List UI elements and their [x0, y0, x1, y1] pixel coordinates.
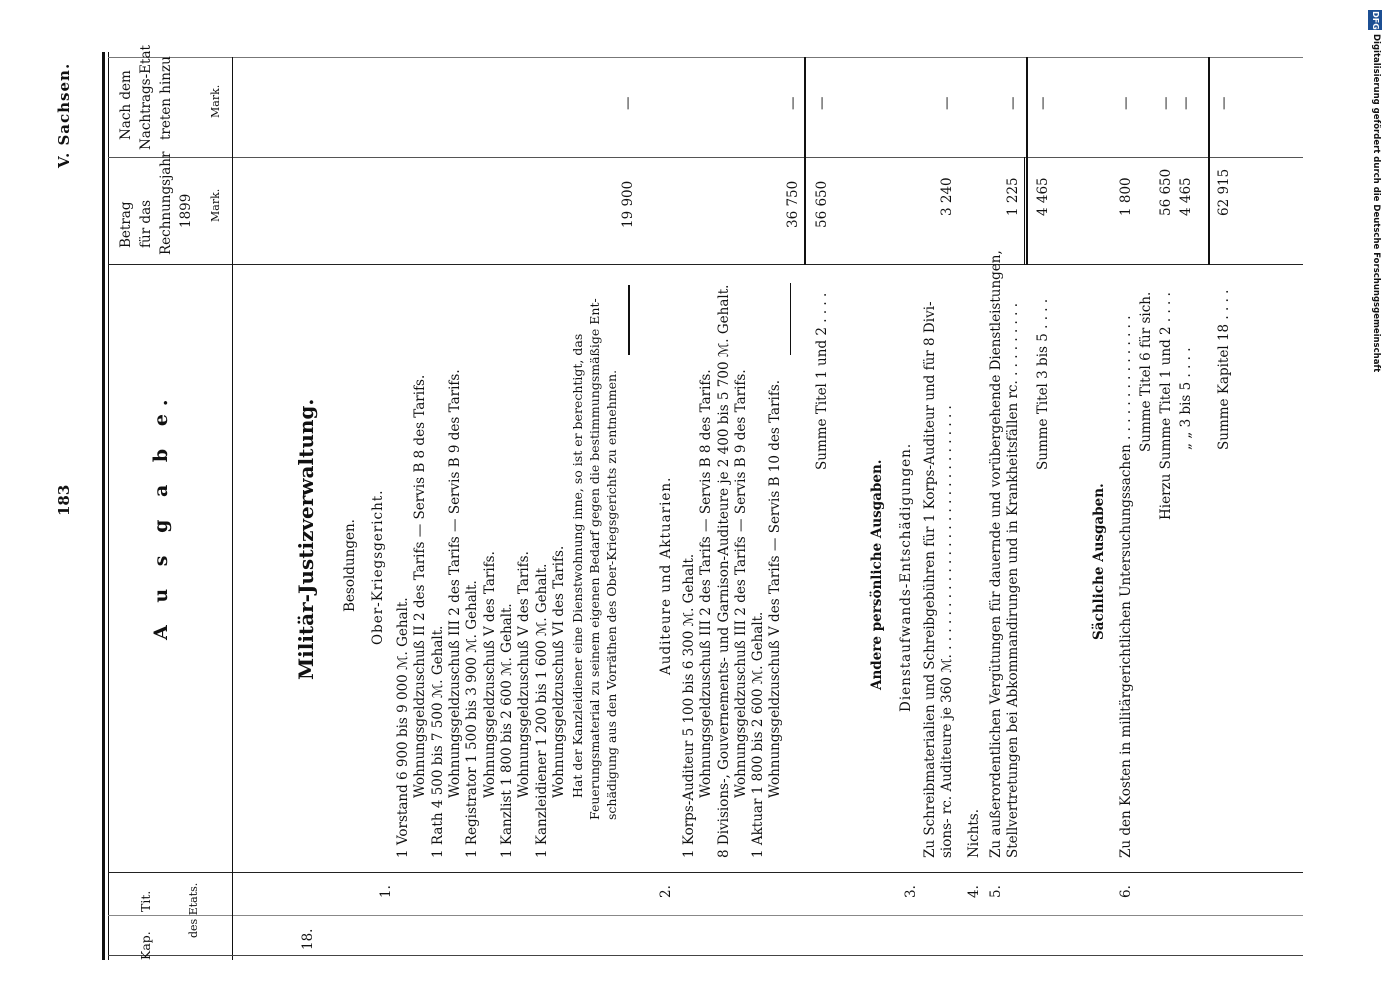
hierzu-summe-3-5-amount: 4 465 [1178, 177, 1194, 216]
header-betrag-mark: Mark. [209, 188, 222, 222]
t1-nach-dash: — [620, 96, 636, 110]
t3-line2: sions- rc. Auditeure je 360 ℳ. . . . . . . . . . . . . . . . . . . . . . . . . . . . . . [939, 405, 955, 858]
header-betrag-3: Rechnungsjahr [158, 151, 174, 255]
t5-line1: Zu außerordentlichen Vergütungen für dauernde und vorübergehende Dienstleistungen, [988, 250, 1004, 858]
footer-text: Digitalisierung gefördert durch die Deutsche Forschungsgemeinschaft [1371, 34, 1381, 373]
dfg-logo-label: DFG [1370, 10, 1380, 30]
t1-registrator-wohnung: Wohnungsgeldzuschuß V des Tarifs. [482, 551, 498, 798]
heading-saechliche: Sächliche Ausgaben. [1091, 483, 1107, 640]
t6-amount: 1 800 [1118, 177, 1134, 216]
header-betrag-4: 1899 [178, 193, 194, 228]
t1-amount: 19 900 [620, 180, 636, 228]
t1-registrator: 1 Registrator 1 500 bis 3 900 ℳ. Gehalt. [464, 580, 480, 858]
t5-line2: Stellvertretungen bei Abkommandirungen und in Krankheitsfällen rc. . . . . . . . . . [1005, 302, 1021, 858]
titel-3: 3. [903, 885, 919, 898]
header-kap: Kap. [138, 931, 153, 960]
rule-sum-3-5 [1026, 57, 1028, 265]
hierzu-summe-3-5: „ „ 3 bis 5 . . . . [1178, 347, 1194, 450]
dfg-logo [1368, 10, 1382, 30]
section-title: Militär-Justizverwaltung. [294, 398, 318, 680]
header-nach-mark: Mark. [209, 84, 222, 118]
t3-nach-dash: — [939, 96, 955, 110]
rule-left-outer [102, 52, 105, 960]
summe-kap-nach-dash: — [1216, 96, 1232, 110]
summe-titel-3-5-amount: 4 465 [1035, 177, 1051, 216]
t1-kanzleidiener-wohnung: Wohnungsgeldzuschuß VI des Tarifs. [551, 545, 567, 798]
rule-under-t1 [628, 285, 630, 355]
rule-nach-right [108, 57, 1303, 58]
t2-nach-dash: — [785, 96, 801, 110]
t2-division-wohnung: Wohnungsgeldzuschuß III 2 des Tarifs — Servis B 9 des Tarifs. [733, 369, 749, 798]
summe-titel-3-5: Summe Titel 3 bis 5 . . . . [1035, 298, 1051, 470]
rule-left-inner [108, 52, 109, 960]
t1-note-2: Feuerungsmaterial zu seinem eigenen Bedarf gegen die bestimmungsmäßige Ent- [587, 298, 602, 820]
page-number: 183 [55, 484, 73, 516]
rule-sum-1-2 [804, 57, 806, 157]
t2-amount: 36 750 [785, 180, 801, 228]
t3-amount: 3 240 [939, 177, 955, 216]
header-tit: Tit. [138, 890, 153, 912]
rule-amount-nach [108, 157, 1303, 158]
kap-number: 18. [300, 928, 316, 950]
rule-col-titles [108, 872, 1303, 873]
heading-andere: Andere persönliche Ausgaben. [869, 459, 885, 690]
titel-4: 4. [966, 885, 982, 898]
header-nach-1: Nach dem [118, 70, 134, 140]
rule-sum-kap [1208, 57, 1210, 265]
hierzu-summe-1-2: Hierzu Summe Titel 1 und 2 . . . . [1158, 292, 1174, 520]
t5-nach-dash: — [1005, 96, 1021, 110]
summe-titel-6: Summe Titel 6 für sich. [1138, 291, 1154, 452]
hierzu-summe-1-2-amount: 56 650 [1158, 168, 1174, 216]
t2-division: 8 Divisions-, Gouvernements- und Garnison-Auditeure je 2 400 bis 5 700 ℳ. Gehalt. [716, 284, 732, 858]
t2-aktuar: 1 Aktuar 1 800 bis 2 600 ℳ. Gehalt. [750, 611, 766, 858]
heading-besoldungen: Besoldungen. [342, 519, 358, 612]
t5-amount: 1 225 [1005, 177, 1021, 216]
t1-vorstand-wohnung: Wohnungsgeldzuschuß II 2 des Tarifs — Servis B 8 des Tarifs. [412, 374, 428, 798]
t2-korps: 1 Korps-Auditeur 5 100 bis 6 300 ℳ. Gehalt. [681, 553, 697, 858]
t1-note-1: Hat der Kanzleidiener eine Dienstwohnung inne, so ist er berechtigt, das [570, 333, 585, 798]
rule-under-t2 [790, 283, 791, 355]
heading-dienstaufwand: Dienstaufwands-Entschädigungen. [898, 442, 914, 712]
t1-rath-wohnung: Wohnungsgeldzuschuß III 2 des Tarifs — Servis B 9 des Tarifs. [447, 369, 463, 798]
t2-korps-wohnung: Wohnungsgeldzuschuß III 2 des Tarifs — Servis B 8 des Tarifs. [698, 369, 714, 798]
rule-kap-tit [108, 915, 1303, 916]
rule-under-t5 [1024, 157, 1025, 265]
t1-kanzlist-wohnung: Wohnungsgeldzuschuß V des Tarifs. [516, 551, 532, 798]
summe-kapitel-18-amount: 62 915 [1216, 168, 1232, 216]
section-heading: A u s g a b e. [150, 391, 172, 640]
hierzu-1-2-nach-dash: — [1158, 96, 1174, 110]
t1-note-3: schädigung aus den Vorräthen des Ober-Kriegsgerichts zu entnehmen. [604, 369, 619, 820]
summe-1-2-nach-dash: — [814, 96, 830, 110]
titel-2: 2. [658, 885, 674, 898]
rule-sum-1-2b [804, 157, 806, 265]
titel-5: 5. [988, 885, 1004, 898]
t3-line1: Zu Schreibmaterialien und Schreibgebühren für 1 Korps-Auditeur und für 8 Divi- [922, 301, 938, 858]
t1-vorstand: 1 Vorstand 6 900 bis 9 000 ℳ. Gehalt. [395, 597, 411, 858]
rule-bottom [108, 955, 1303, 956]
t2-aktuar-wohnung: Wohnungsgeldzuschuß V des Tarifs — Servis B 10 des Tarifs. [767, 379, 783, 798]
hierzu-3-5-nach-dash: — [1178, 96, 1194, 110]
titel-1: 1. [378, 885, 394, 898]
summe-kapitel-18: Summe Kapitel 18 . . . . [1216, 289, 1232, 450]
t6-text: Zu den Kosten in militärgerichtlichen Untersuchungssachen . . . . . . . . . . . . . . . [1118, 315, 1134, 858]
header-nach-2: Nachtrags-Etat [138, 45, 154, 150]
summe-3-5-nach-dash: — [1035, 96, 1051, 110]
header-nach-3: treten hinzu [158, 56, 174, 140]
t1-kanzleidiener: 1 Kanzleidiener 1 200 bis 1 600 ℳ. Gehalt. [534, 563, 550, 858]
titel-6: 6. [1118, 885, 1134, 898]
heading-ober-kriegsgericht: Ober-Kriegsgericht. [370, 489, 386, 645]
t4-text: Nichts. [966, 808, 982, 858]
rule-header [232, 57, 233, 960]
t6-nach-dash: — [1118, 96, 1134, 110]
state-title: V. Sachsen. [55, 62, 73, 168]
header-des-etats: des Etats. [187, 882, 200, 938]
heading-auditeure: Auditeure und Aktuarien. [658, 476, 674, 675]
t1-kanzlist: 1 Kanzlist 1 800 bis 2 600 ℳ. Gehalt. [499, 603, 515, 858]
header-betrag-2: für das [138, 199, 154, 248]
header-betrag-1: Betrag [118, 201, 134, 248]
rule-text-amount [108, 264, 1303, 265]
summe-titel-1-2-amount: 56 650 [814, 180, 830, 228]
t1-rath: 1 Rath 4 500 bis 7 500 ℳ. Gehalt. [430, 625, 446, 858]
summe-titel-1-2: Summe Titel 1 und 2 . . . . [814, 292, 830, 470]
